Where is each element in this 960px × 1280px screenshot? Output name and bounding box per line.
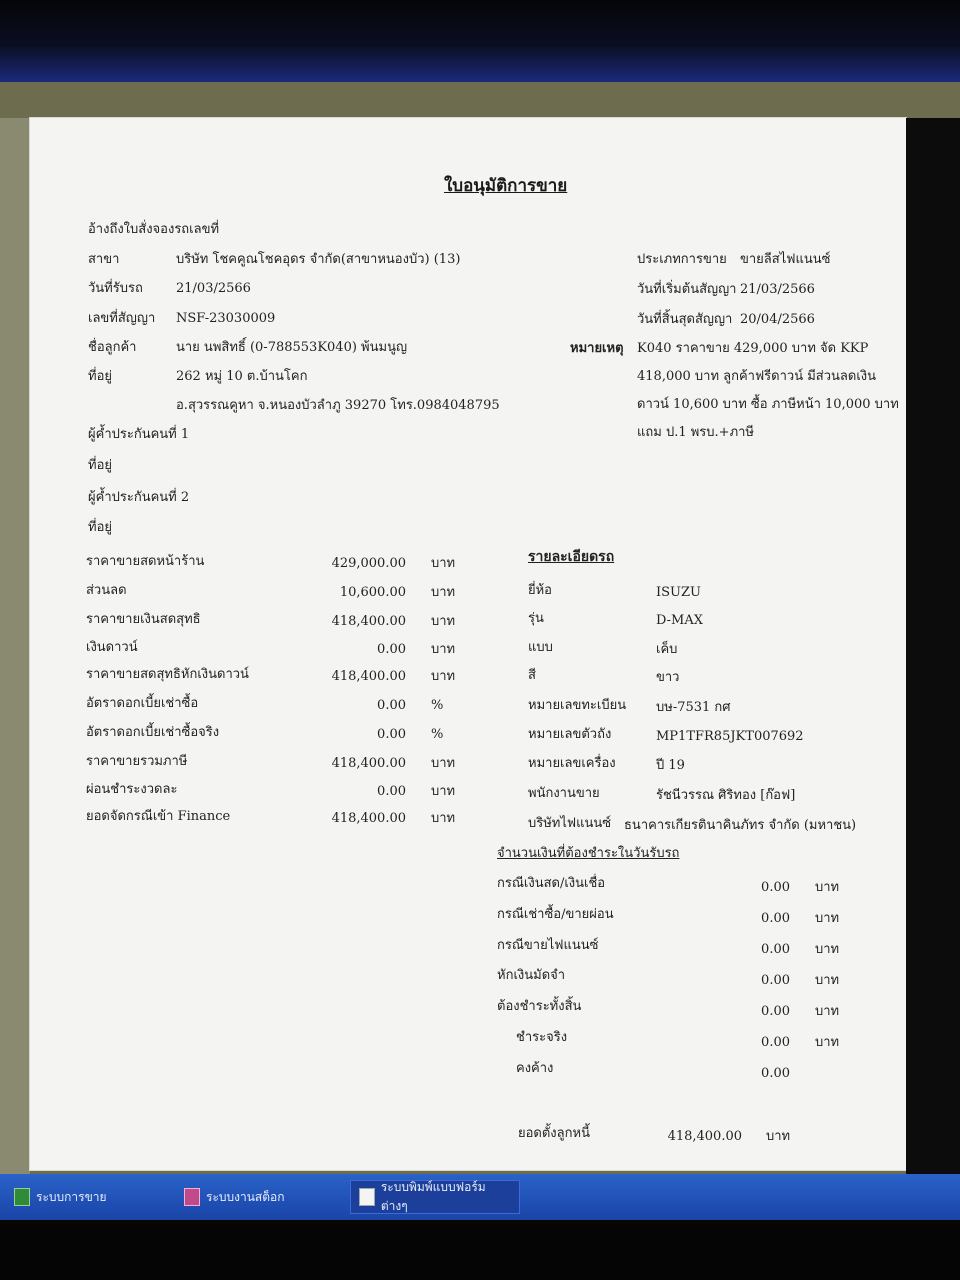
payment-unit: บาท [815,1004,840,1019]
payment-label: หักเงินมัดจำ [497,968,566,983]
price-unit: บาท [431,784,456,799]
payment-value: 0.00 [761,880,790,895]
car-label: ยี่ห้อ [528,583,552,598]
car-value: รัชนีวรรณ ศิริทอง [ก๊อฟ] [656,788,796,803]
remark-line: 418,000 บาท ลูกค้าฟรีดาวน์ มีส่วนลดเงิน [637,369,877,384]
contract-end-value: 20/04/2566 [740,312,815,327]
remark-line: แถม ป.1 พรบ.+ภาษี [637,425,755,440]
price-unit: บาท [431,585,456,600]
app-icon [184,1188,200,1206]
contract-start-value: 21/03/2566 [740,282,815,297]
payment-unit: บาท [815,1035,840,1050]
taskbar-item-print-forms[interactable] [350,1180,520,1214]
price-unit: บาท [431,556,456,571]
address-value: 262 หมู่ 10 ต.บ้านโคก [176,369,308,384]
customer-value: นาย นพสิทธิ์ (0-788553K040) พ้นมนูญ [176,340,408,355]
price-label: อัตราดอกเบี้ยเช่าซื้อจริง [86,725,220,740]
car-label: รุ่น [528,611,544,626]
price-unit: บาท [431,614,456,629]
sale-type-label: ประเภทการขาย [637,252,727,267]
guarantor1-address-label: ที่อยู่ [88,458,112,473]
price-label: ราคาขายรวมภาษี [86,754,188,769]
price-label: ราคาขายสดหน้าร้าน [86,554,205,569]
price-value: 418,400.00 [331,614,406,629]
car-value: ขาว [656,670,680,685]
price-label: ราคาขายเงินสดสุทธิ [86,612,201,627]
price-unit: บาท [431,669,456,684]
car-value: ปี 19 [656,758,685,773]
payment-value: 0.00 [761,911,790,926]
car-value: ISUZU [656,585,701,600]
price-value: 418,400.00 [331,669,406,684]
remark-line: K040 ราคาขาย 429,000 บาท จัด KKP [637,341,869,356]
payment-value: 0.00 [761,973,790,988]
car-details-title: รายละเอียดรถ [528,549,615,565]
document-icon [359,1188,375,1206]
price-value: 0.00 [377,784,406,799]
car-label: หมายเลขตัวถัง [528,727,612,742]
payment-label: คงค้าง [516,1061,554,1076]
app-icon [14,1188,30,1206]
finance-value: ธนาคารเกียรตินาคินภัทร จำกัด (มหาชน) [624,818,857,833]
price-value: 0.00 [377,727,406,742]
payment-unit: บาท [815,973,840,988]
guarantor2-label: ผู้ค้ำประกันคนที่ 2 [88,490,190,505]
car-value: D-MAX [656,613,704,628]
contract-start-label: วันที่เริ่มต้นสัญญา [637,282,737,297]
price-value: 418,400.00 [331,756,406,771]
payment-unit: บาท [815,911,840,926]
payment-title: จำนวนเงินที่ต้องชำระในวันรับรถ [497,846,680,861]
price-label: อัตราดอกเบี้ยเช่าซื้อ [86,696,199,711]
payment-value: 0.00 [761,942,790,957]
price-label: ผ่อนชำระงวดละ [86,782,178,797]
sale-type-value: ขายลีสไฟแนนซ์ [740,252,831,267]
price-label: ส่วนลด [86,583,127,598]
price-label: ราคาขายสดสุทธิหักเงินดาวน์ [86,667,249,682]
payment-label: ชำระจริง [516,1030,568,1045]
branch-value: บริษัท โชคคูณโชคอุดร จำกัด(สาขาหนองบัว) (13) [176,252,461,267]
monitor-top-bezel [0,0,960,82]
branch-label: สาขา [88,252,120,267]
guarantor1-label: ผู้ค้ำประกันคนที่ 1 [88,427,190,442]
address-line2: อ.สุวรรณคูหา จ.หนองบัวลำภู 39270 โทร.0984048795 [176,398,500,413]
car-label: พนักงานขาย [528,786,600,801]
price-value: 418,400.00 [331,811,406,826]
payment-label: ต้องชำระทั้งสิ้น [497,999,582,1014]
payment-value: 0.00 [761,1066,790,1081]
car-label: สี [528,668,536,683]
payment-label: กรณีเช่าซื้อ/ขายผ่อน [497,907,614,922]
payment-unit: บาท [815,880,840,895]
car-label: แบบ [528,640,553,655]
window-right-edge [906,118,960,1174]
receive-date-value: 21/03/2566 [176,281,251,296]
window-left-edge [0,118,30,1174]
price-value: 10,600.00 [339,585,406,600]
price-value: 0.00 [377,642,406,657]
price-label: เงินดาวน์ [86,640,138,655]
payment-value: 0.00 [761,1004,790,1019]
finance-label: บริษัทไฟแนนซ์ [528,816,612,831]
debt-unit: บาท [766,1129,791,1144]
car-label: หมายเลขทะเบียน [528,698,627,713]
car-value: เค็บ [656,642,678,657]
remark-line: ดาวน์ 10,600 บาท ซื้อ ภาษีหน้า 10,000 บาท [637,397,899,412]
price-unit: % [431,727,444,742]
taskbar-item-label: ระบบการขาย [36,1189,107,1204]
price-label: ยอดจัดกรณีเข้า Finance [86,809,231,824]
contract-no-label: เลขที่สัญญา [88,311,156,326]
reference-line: อ้างถึงใบสั่งจองรถเลขที่ [88,222,220,237]
payment-label: กรณีเงินสด/เงินเชื่อ [497,876,606,891]
price-value: 0.00 [377,698,406,713]
payment-value: 0.00 [761,1035,790,1050]
price-unit: % [431,698,444,713]
price-unit: บาท [431,811,456,826]
taskbar-item-stock[interactable] [176,1180,332,1214]
taskbar-item-label: ระบบงานสต็อก [206,1189,285,1204]
price-value: 429,000.00 [331,556,406,571]
debt-label: ยอดตั้งลูกหนี้ [518,1126,590,1141]
taskbar-item-sales[interactable] [6,1180,156,1214]
car-value: บษ-7531 กศ [656,700,731,715]
car-value: MP1TFR85JKT007692 [656,729,804,744]
document-title: ใบอนุมัติการขาย [444,176,568,196]
taskbar-item-label: ระบบพิมพ์แบบฟอร์มต่างๆ [380,1180,486,1213]
monitor-bottom-bezel [0,1220,960,1280]
address-label: ที่อยู่ [88,369,112,384]
customer-label: ชื่อลูกค้า [88,340,137,355]
payment-label: กรณีขายไฟแนนซ์ [497,938,599,953]
payment-unit: บาท [815,942,840,957]
car-label: หมายเลขเครื่อง [528,756,616,771]
contract-no-value: NSF-23030009 [176,311,276,326]
contract-end-label: วันที่สิ้นสุดสัญญา [637,312,733,327]
debt-value: 418,400.00 [667,1129,742,1144]
receive-date-label: วันที่รับรถ [88,281,143,296]
guarantor2-address-label: ที่อยู่ [88,520,112,535]
price-unit: บาท [431,756,456,771]
price-unit: บาท [431,642,456,657]
remark-label: หมายเหตุ [570,341,624,356]
